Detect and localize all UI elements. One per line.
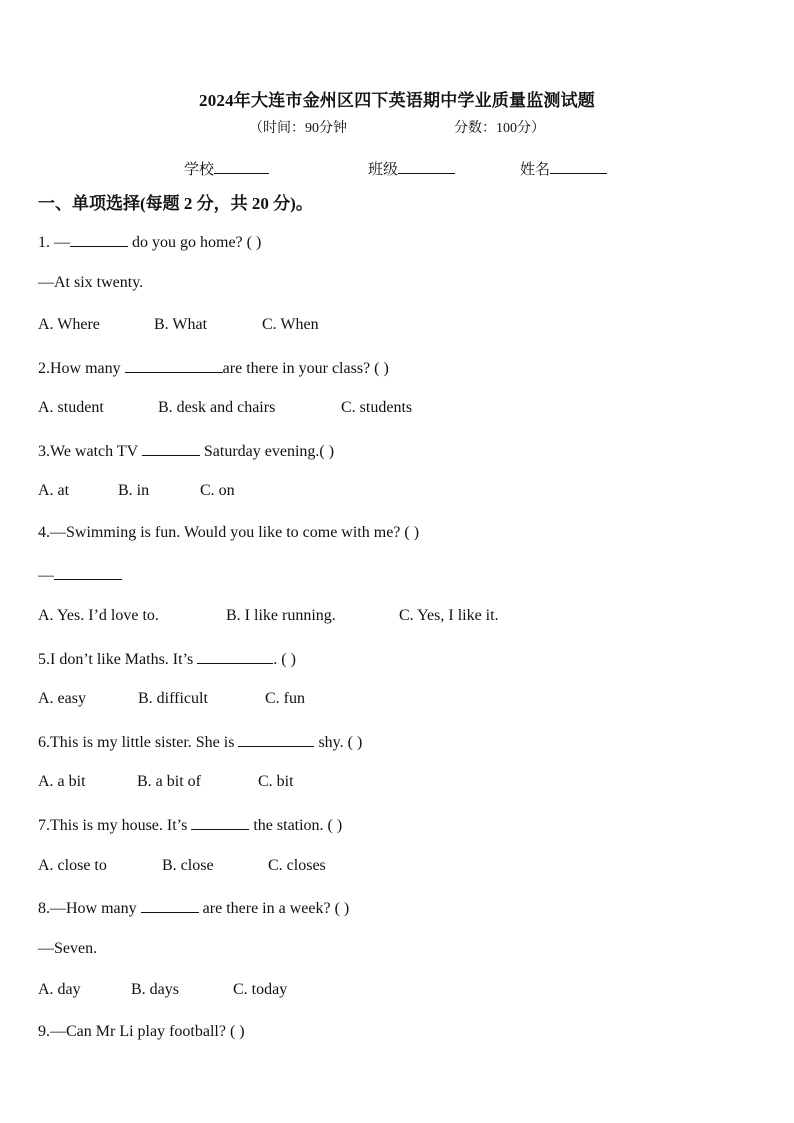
options-row [38,857,326,875]
option-a[interactable]: A. Yes. I’d love to. [38,607,159,624]
answer-blank[interactable] [197,649,273,664]
answer-line: —Seven. [38,940,98,957]
question-2 [38,358,389,378]
option-a[interactable]: A. close to [38,857,107,874]
question-text: . ( ) [273,651,296,668]
answer-blank[interactable] [125,358,223,373]
option-a[interactable]: A. day [38,981,81,998]
question-5 [38,649,296,669]
school-blank[interactable] [214,159,269,174]
school-field[interactable] [184,158,269,179]
question-text: 6.This is my little sister. She is [38,734,239,751]
option-b[interactable]: B. difficult [138,690,208,707]
exam-meta [0,117,794,137]
options-row [38,773,294,791]
option-b[interactable]: B. desk and chairs [158,399,276,416]
name-blank[interactable] [550,159,607,174]
option-a[interactable]: A. a bit [38,773,86,790]
answer-blank[interactable] [142,441,200,456]
question-9: 9.—Can Mr Li play football? ( ) [38,1023,245,1040]
option-b[interactable]: B. days [131,981,179,998]
question-1 [38,232,261,252]
time-limit: （时间：90分钟 [249,121,347,136]
option-c[interactable]: C. Yes, I like it. [399,607,499,624]
page-title: 2024年大连市金州区四下英语期中学业质量监测试题 [199,91,595,110]
options-row [38,399,412,417]
option-c[interactable]: C. bit [258,773,294,790]
name-label: 姓名 [520,162,551,178]
option-b[interactable]: B. a bit of [137,773,201,790]
option-a[interactable]: A. at [38,482,70,499]
question-text: 8.—How many [38,900,141,917]
question-text: the station. ( ) [249,817,343,834]
option-c[interactable]: C. on [200,482,235,499]
question-text: shy. ( ) [314,734,363,751]
option-a[interactable]: A. student [38,399,104,416]
option-b[interactable]: B. I like running. [226,607,336,624]
answer-blank[interactable] [238,732,314,747]
school-label: 学校 [184,162,215,178]
question-4: 4.—Swimming is fun. Would you like to come with me? ( ) [38,524,420,541]
option-b[interactable]: B. in [118,482,150,499]
question-text: 7.This is my house. It’s [38,817,192,834]
class-label: 班级 [368,162,399,178]
answer-blank[interactable] [54,565,122,580]
question-text: do you go home? ( ) [128,234,262,251]
class-field[interactable] [368,158,455,179]
options-row [38,981,287,999]
option-a[interactable]: A. easy [38,690,86,707]
option-c[interactable]: C. When [262,316,319,333]
option-c[interactable]: C. today [233,981,288,998]
name-field[interactable] [520,158,607,179]
question-text: 2.How many [38,360,125,377]
option-c[interactable]: C. closes [268,857,326,874]
question-text: are there in a week? ( ) [198,900,350,917]
option-b[interactable]: B. close [162,857,214,874]
question-3 [38,441,334,461]
section-heading: 一、单项选择(每题 2 分，共 20 分)。 [38,194,313,213]
answer-blank[interactable] [70,232,128,247]
total-score: 分数：100分） [454,121,545,136]
question-text: 1. — [38,234,70,251]
question-text: 5.I don’t like Maths. It’s [38,651,198,668]
question-7 [38,815,342,835]
options-row [38,316,319,334]
question-8 [38,898,349,918]
question-text: are there in your class? ( ) [222,360,389,377]
question-text: — [38,567,54,584]
options-row [38,607,499,625]
option-b[interactable]: B. What [154,316,208,333]
question-text: Saturday evening.( ) [199,443,335,460]
options-row [38,482,235,500]
reply-line [38,565,122,585]
option-c[interactable]: C. fun [265,690,305,707]
answer-blank[interactable] [191,815,249,830]
answer-blank[interactable] [141,898,199,913]
option-a[interactable]: A. Where [38,316,100,333]
class-blank[interactable] [398,159,455,174]
option-c[interactable]: C. students [341,399,413,416]
answer-line: —At six twenty. [38,274,144,291]
question-6 [38,732,362,752]
options-row [38,690,305,708]
question-text: 3.We watch TV [38,443,142,460]
